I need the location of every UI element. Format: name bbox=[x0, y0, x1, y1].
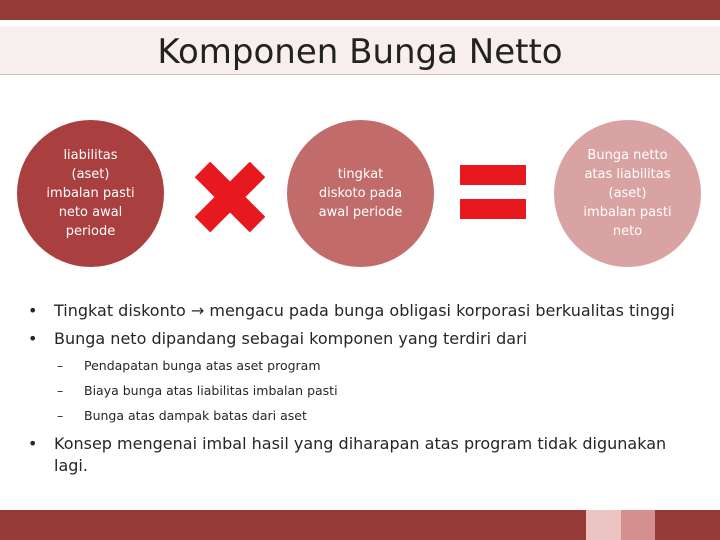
bullet-marker: • bbox=[28, 434, 38, 453]
slide-title: Komponen Bunga Netto bbox=[157, 32, 563, 72]
bullet-marker: • bbox=[28, 301, 38, 320]
bullet-item-bunga-neto bbox=[28, 328, 688, 350]
sub-item-biaya bbox=[28, 383, 688, 399]
sub-item-dash: – bbox=[57, 358, 64, 373]
sub-item-dash: – bbox=[57, 383, 64, 398]
bullet-item-text: Tingkat diskonto → mengacu pada bunga obligasi korporasi berkualitas tinggi bbox=[54, 301, 675, 320]
sub-item-text: Biaya bunga atas liabilitas imbalan pasti bbox=[84, 383, 338, 398]
bullet-item-konsep bbox=[28, 433, 688, 477]
footer-segment bbox=[621, 510, 655, 540]
footer-segment bbox=[586, 510, 621, 540]
circle-bunga-netto bbox=[554, 120, 701, 267]
bullet-item-text: Bunga neto dipandang sebagai komponen yang terdiri dari bbox=[54, 329, 528, 348]
circle-liabilitas-text: liabilitas (aset) imbalan pasti neto awal periode bbox=[46, 148, 135, 239]
top-accent-bar bbox=[0, 0, 720, 20]
bullet-list bbox=[28, 300, 688, 477]
sub-item-text: Pendapatan bunga atas aset program bbox=[84, 358, 321, 373]
times-icon bbox=[195, 162, 265, 232]
bullet-item-text: Konsep mengenai imbal hasil yang diharapan atas program tidak digunakan lagi. bbox=[54, 434, 667, 475]
bullet-item-tingkat-diskonto bbox=[28, 300, 688, 322]
footer-segment bbox=[655, 510, 720, 540]
footer-bar bbox=[0, 510, 720, 540]
sub-item-text: Bunga atas dampak batas dari aset bbox=[84, 408, 307, 423]
equals-icon bbox=[460, 165, 526, 221]
sub-item-bunga-dampak bbox=[28, 408, 688, 424]
footer-segment bbox=[0, 510, 586, 540]
circle-tingkat-diskoto-text: tingkat diskoto pada awal periode bbox=[318, 167, 403, 220]
bullet-marker: • bbox=[28, 329, 38, 348]
sub-item-dash: – bbox=[57, 408, 64, 423]
circle-liabilitas bbox=[17, 120, 164, 267]
circle-bunga-netto-text: Bunga netto atas liabilitas (aset) imbalan pasti neto bbox=[583, 148, 672, 239]
sub-item-pendapatan bbox=[28, 358, 688, 374]
circle-tingkat-diskoto bbox=[287, 120, 434, 267]
